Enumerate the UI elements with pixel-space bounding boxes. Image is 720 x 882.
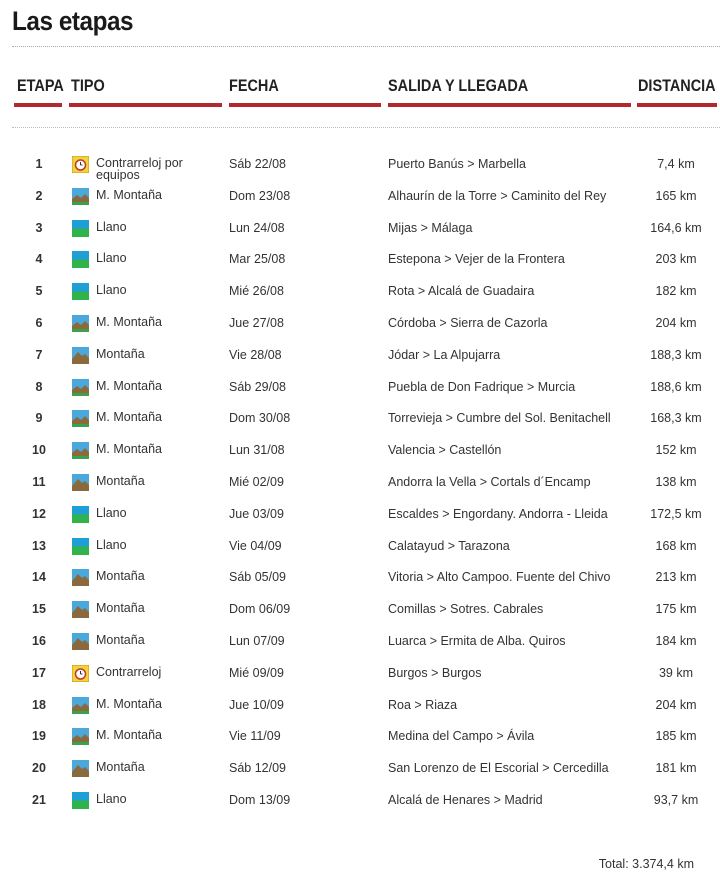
stage-distance: 188,3 km — [650, 347, 702, 362]
stage-number: 13 — [32, 538, 46, 553]
stage-date: Jue 03/09 — [229, 506, 284, 521]
stage-number: 12 — [32, 506, 46, 521]
stage-date: Dom 06/09 — [229, 602, 291, 617]
stage-type: Llano — [96, 537, 127, 552]
stage-distance: 164,6 km — [650, 220, 702, 235]
stage-date: Mié 02/09 — [229, 475, 284, 489]
flat-icon — [72, 283, 89, 300]
stage-distance: 213 km — [655, 570, 697, 585]
mountain-icon — [72, 347, 89, 364]
header-fecha: FECHA — [229, 76, 279, 95]
stage-date: Dom 30/08 — [229, 411, 291, 426]
time-trial-icon — [72, 156, 89, 173]
header-bar-distancia — [637, 103, 717, 107]
stage-date: Sáb 05/09 — [229, 570, 286, 585]
stage-type: M. Montaña — [96, 378, 163, 393]
stage-distance: 93,7 km — [653, 793, 699, 807]
header-bar-ruta — [388, 103, 631, 107]
table-row — [0, 341, 720, 373]
stage-distance: 168,3 km — [650, 411, 702, 426]
stage-number: 9 — [35, 411, 43, 426]
stage-distance: 39 km — [658, 665, 694, 680]
page-title: Las etapas — [12, 6, 134, 36]
stage-route: Alcalá de Henares > Madrid — [388, 793, 543, 807]
header-bar-etapa — [14, 103, 62, 107]
flat-icon — [72, 220, 89, 237]
medium-mountain-icon — [72, 442, 89, 459]
table-row — [0, 659, 720, 691]
table-row — [0, 150, 720, 182]
stage-route: Estepona > Vejer de la Frontera — [388, 252, 565, 267]
table-row — [0, 214, 720, 246]
stage-type: M. Montaña — [96, 728, 163, 743]
stage-type: Llano — [96, 505, 127, 520]
stage-type: Montaña — [96, 569, 145, 584]
header-salida-llegada: SALIDA Y LLEGADA — [388, 76, 529, 95]
stage-date: Sáb 12/09 — [229, 761, 286, 776]
stage-date: Lun 24/08 — [229, 220, 285, 235]
stage-route: Roa > Riaza — [388, 697, 458, 712]
stage-date: Vie 11/09 — [229, 729, 281, 744]
stage-distance: 184 km — [655, 634, 697, 648]
stage-type: Llano — [96, 792, 127, 806]
stage-type: Montaña — [96, 760, 145, 775]
stage-type: Llano — [96, 251, 127, 266]
medium-mountain-icon — [72, 188, 89, 205]
medium-mountain-icon — [72, 410, 89, 427]
stage-route: Burgos > Burgos — [388, 665, 482, 680]
mountain-icon — [72, 633, 89, 650]
medium-mountain-icon — [72, 315, 89, 332]
stage-number: 20 — [32, 761, 46, 776]
table-row — [0, 500, 720, 532]
stage-type: Llano — [96, 283, 127, 298]
stage-distance: 188,6 km — [650, 379, 702, 394]
stage-type: Llano — [96, 219, 127, 234]
stage-distance: 7,4 km — [657, 157, 695, 171]
stage-number: 10 — [32, 443, 46, 458]
stage-date: Dom 13/09 — [229, 793, 291, 807]
stage-number: 16 — [32, 634, 46, 648]
stage-route: Andorra la Vella > Cortals d´Encamp — [388, 475, 591, 489]
table-row — [0, 563, 720, 595]
stage-number: 15 — [32, 602, 46, 617]
stage-number: 5 — [35, 284, 43, 299]
table-row — [0, 532, 720, 564]
stage-date: Mié 26/08 — [229, 284, 284, 299]
stage-type: M. Montaña — [96, 315, 163, 329]
stage-number: 7 — [35, 347, 43, 362]
stage-type: Contrarreloj por equipos — [96, 156, 183, 182]
stage-route: Comillas > Sotres. Cabrales — [388, 602, 544, 617]
stage-date: Lun 31/08 — [229, 443, 285, 458]
stage-type: M. Montaña — [96, 696, 163, 711]
mountain-icon — [72, 474, 89, 491]
title-divider — [12, 46, 720, 47]
table-row — [0, 277, 720, 309]
stage-number: 1 — [35, 157, 43, 171]
stage-type: M. Montaña — [96, 187, 163, 202]
flat-icon — [72, 506, 89, 523]
stage-route: Calatayud > Tarazona — [388, 538, 510, 553]
stage-date: Jue 10/09 — [229, 697, 284, 712]
stage-distance: 185 km — [655, 729, 697, 744]
header-etapa: ETAPA — [17, 76, 64, 95]
total-distance: Total: 3.374,4 km — [598, 857, 694, 871]
table-row — [0, 404, 720, 436]
stage-route: Córdoba > Sierra de Cazorla — [388, 316, 548, 330]
stage-date: Vie 28/08 — [229, 347, 282, 362]
table-row — [0, 182, 720, 214]
stage-number: 11 — [32, 475, 46, 489]
stage-number: 17 — [32, 665, 46, 680]
stage-route: Valencia > Castellón — [388, 443, 502, 458]
stage-route: Rota > Alcalá de Guadaira — [388, 284, 535, 299]
mountain-icon — [72, 760, 89, 777]
stage-route: Jódar > La Alpujarra — [388, 347, 501, 362]
stage-distance: 168 km — [655, 538, 697, 553]
stage-distance: 204 km — [655, 316, 697, 330]
stage-distance: 182 km — [655, 284, 697, 299]
stage-distance: 203 km — [655, 252, 697, 267]
table-row — [0, 722, 720, 754]
stage-route: Alhaurín de la Torre > Caminito del Rey — [388, 188, 607, 203]
stage-date: Dom 23/08 — [229, 188, 291, 203]
stage-date: Mar 25/08 — [229, 252, 286, 267]
mountain-icon — [72, 569, 89, 586]
table-row — [0, 468, 720, 500]
header-bar-tipo — [69, 103, 222, 107]
stage-distance: 204 km — [655, 697, 697, 712]
medium-mountain-icon — [72, 379, 89, 396]
stage-number: 21 — [32, 793, 46, 807]
stage-type: Montaña — [96, 474, 145, 488]
stage-distance: 172,5 km — [650, 506, 702, 521]
stage-route: Mijas > Málaga — [388, 220, 473, 235]
stage-type: Montaña — [96, 346, 145, 361]
stage-route: Puebla de Don Fadrique > Murcia — [388, 379, 576, 394]
stage-distance: 152 km — [655, 443, 697, 458]
stage-number: 19 — [32, 729, 46, 744]
stage-date: Sáb 22/08 — [229, 157, 286, 171]
medium-mountain-icon — [72, 728, 89, 745]
stage-number: 2 — [35, 188, 43, 203]
header-divider — [12, 127, 720, 128]
stage-route: Torrevieja > Cumbre del Sol. Benitachell — [388, 411, 611, 426]
header-tipo: TIPO — [71, 76, 105, 95]
stage-type: M. Montaña — [96, 442, 163, 457]
header-distancia: DISTANCIA — [638, 76, 716, 95]
stage-number: 6 — [35, 316, 43, 330]
stage-date: Mié 09/09 — [229, 665, 284, 680]
table-row — [0, 245, 720, 277]
stage-type: Montaña — [96, 601, 145, 616]
stage-number: 3 — [35, 220, 43, 235]
stage-type: M. Montaña — [96, 410, 163, 425]
flat-icon — [72, 792, 89, 809]
table-row — [0, 309, 720, 341]
stage-route: San Lorenzo de El Escorial > Cercedilla — [388, 761, 609, 776]
table-row — [0, 595, 720, 627]
stage-number: 18 — [32, 697, 46, 712]
stage-type: Contrarreloj — [96, 664, 162, 679]
stage-date: Lun 07/09 — [229, 634, 285, 648]
stage-date: Sáb 29/08 — [229, 379, 286, 394]
stage-distance: 181 km — [655, 761, 697, 776]
stage-distance: 138 km — [655, 475, 697, 489]
medium-mountain-icon — [72, 697, 89, 714]
time-trial-icon — [72, 665, 89, 682]
table-row — [0, 786, 720, 818]
header-bar-fecha — [229, 103, 381, 107]
mountain-icon — [72, 601, 89, 618]
stage-number: 8 — [35, 379, 43, 394]
flat-icon — [72, 538, 89, 555]
stage-route: Puerto Banús > Marbella — [388, 157, 526, 171]
stage-number: 4 — [35, 252, 43, 267]
stage-route: Escaldes > Engordany. Andorra - Lleida — [388, 506, 608, 521]
stage-route: Vitoria > Alto Campoo. Fuente del Chivo — [388, 570, 611, 585]
stage-distance: 175 km — [655, 602, 697, 617]
stage-date: Vie 04/09 — [229, 538, 282, 553]
table-row — [0, 627, 720, 659]
stage-route: Medina del Campo > Ávila — [388, 729, 535, 744]
table-row — [0, 436, 720, 468]
stage-number: 14 — [32, 570, 46, 585]
table-row — [0, 691, 720, 723]
stage-route: Luarca > Ermita de Alba. Quiros — [388, 634, 566, 648]
flat-icon — [72, 251, 89, 268]
stage-distance: 165 km — [655, 188, 697, 203]
table-row — [0, 754, 720, 786]
table-row — [0, 373, 720, 405]
stage-date: Jue 27/08 — [229, 316, 284, 330]
stage-type: Montaña — [96, 633, 145, 647]
